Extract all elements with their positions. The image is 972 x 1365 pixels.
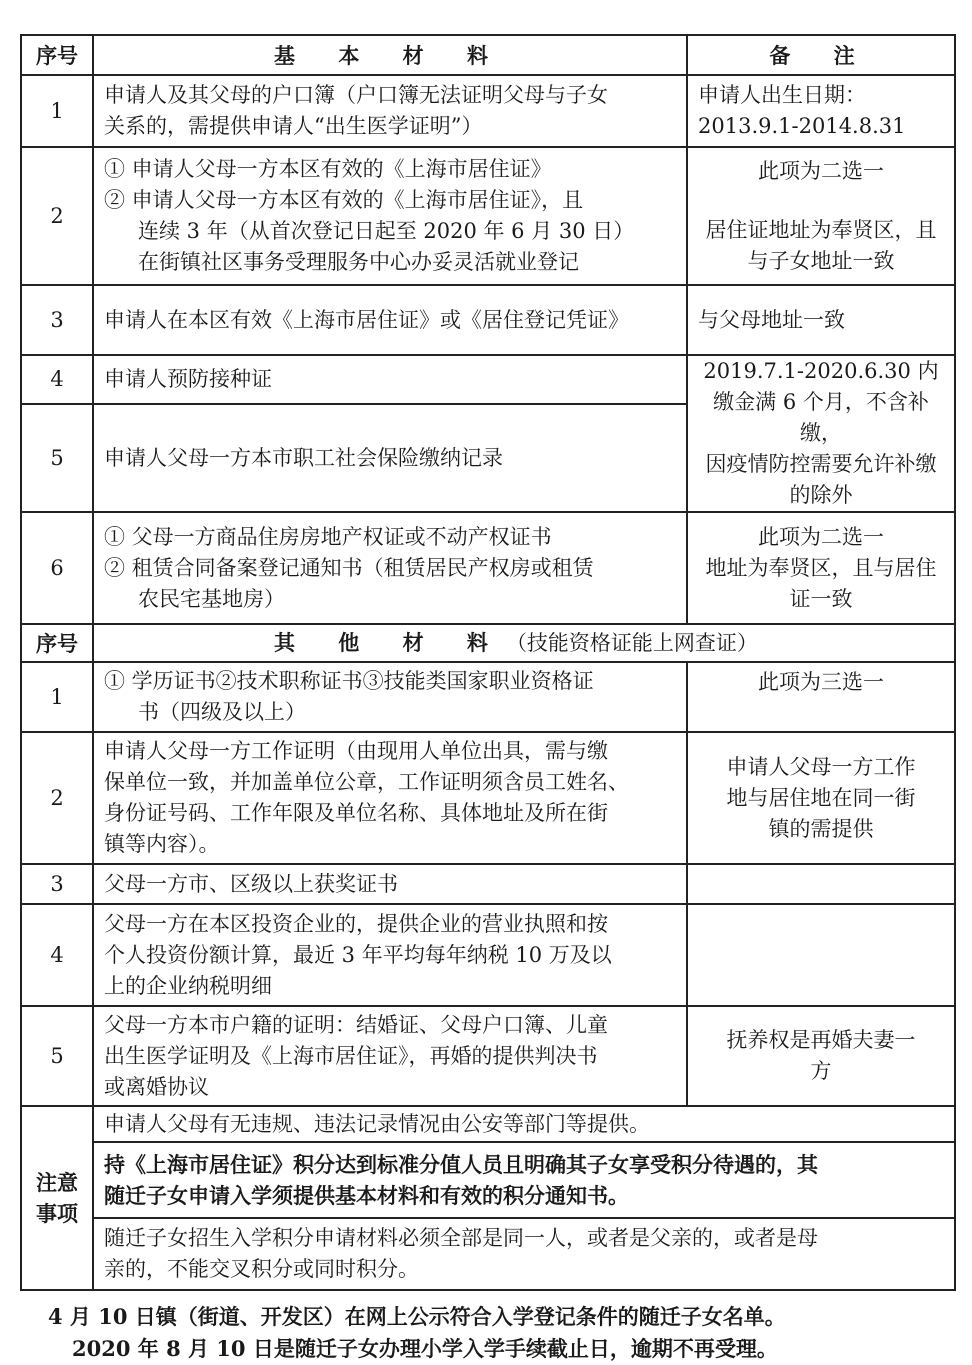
other-row-2: [21, 732, 955, 864]
other-row-5: [21, 1006, 955, 1106]
row-number: 1: [21, 75, 93, 147]
row-material: 申请人在本区有效《上海市居住证》或《居住登记凭证》: [93, 285, 687, 355]
shared-note-social-insurance: 2019.7.1-2020.6.30 内 缴金满 6 个月，不含补缴， 因疫情防控需要允许补缴 的除外: [687, 355, 955, 512]
basic-row-3: [21, 285, 955, 355]
basic-row-4: [21, 355, 955, 404]
row-number: 3: [21, 864, 93, 904]
row-material: ① 父母一方商品住房房地产权证或不动产权证书 ② 租赁合同备案登记通知书（租赁居民产权房或租赁 农民宅基地房）: [93, 512, 687, 624]
row-number: 4: [21, 904, 93, 1006]
other-row-4: [21, 904, 955, 1006]
row-material: 父母一方在本区投资企业的，提供企业的营业执照和按 个人投资份额计算，最近 3 年平均每年纳税 10 万及以 上的企业纳税明细: [93, 904, 687, 1006]
notice-label: 注意 事项: [21, 1106, 93, 1290]
row-material: 申请人父母一方工作证明（由现用人单位出具，需与缴 保单位一致，并加盖单位公章，工作证明须含员工姓名、 身份证号码、工作年限及单位名称、具体地址及所在街 镇等内容）。: [93, 732, 687, 864]
footer-line-1: 4 月 10 日镇（街道、开发区）在网上公示符合入学登记条件的随迁子女名单。: [48, 1304, 786, 1329]
row-material: 父母一方市、区级以上获奖证书: [93, 864, 687, 904]
row-note: 此项为三选一: [687, 662, 955, 732]
row-material: 父母一方本市户籍的证明：结婚证、父母户口簿、儿童 出生医学证明及《上海市居住证》，再婚的提供判决书 或离婚协议: [93, 1006, 687, 1106]
materials-table: [20, 34, 956, 1291]
document: [20, 34, 954, 1365]
row-note: 申请人父母一方工作 地与居住地在同一街 镇的需提供: [687, 732, 955, 864]
row-note: 此项为二选一 居住证地址为奉贤区，且 与子女地址一致: [687, 147, 955, 285]
row-material: 申请人预防接种证: [93, 355, 687, 404]
row-number: 2: [21, 732, 93, 864]
row-material: 申请人及其父母的户口簿（户口簿无法证明父母与子女 关系的，需提供申请人“出生医学证明”）: [93, 75, 687, 147]
other-header-row: [21, 624, 955, 662]
row-note-empty: [687, 904, 955, 1006]
row-number: 1: [21, 662, 93, 732]
row-number: 4: [21, 355, 93, 404]
row-note-empty: [687, 864, 955, 904]
notice-row-1: [21, 1106, 955, 1142]
basic-row-6: [21, 512, 955, 624]
row-material: ① 申请人父母一方本区有效的《上海市居住证》 ② 申请人父母一方本区有效的《上海市居住证》，且 连续 3 年（从首次登记日起至 2020 年 6 月 30 日） 在街镇社区事务受理服务中心办妥灵活就业登记: [93, 147, 687, 285]
other-row-1: [21, 662, 955, 732]
footer: [20, 1301, 954, 1365]
row-note: 申请人出生日期： 2013.9.1-2014.8.31: [687, 75, 955, 147]
notice-item: 申请人父母有无违规、违法记录情况由公安等部门等提供。: [93, 1106, 955, 1142]
basic-row-2: [21, 147, 955, 285]
other-row-3: [21, 864, 955, 904]
notice-item: 随迁子女招生入学积分申请材料必须全部是同一人，或者是父亲的，或者是母 亲的，不能交叉积分或同时积分。: [93, 1218, 955, 1290]
basic-row-1: [21, 75, 955, 147]
other-header-main: 其 他 材 料（技能资格证能上网查证）: [93, 624, 955, 662]
basic-header-no: 序号: [21, 35, 93, 75]
row-number: 5: [21, 404, 93, 512]
other-header-no: 序号: [21, 624, 93, 662]
row-number: 6: [21, 512, 93, 624]
row-number: 3: [21, 285, 93, 355]
basic-header-note: 备 注: [687, 35, 955, 75]
row-number: 2: [21, 147, 93, 285]
row-material: 申请人父母一方本市职工社会保险缴纳记录: [93, 404, 687, 512]
row-material: ① 学历证书②技术职称证书③技能类国家职业资格证 书（四级及以上）: [93, 662, 687, 732]
other-header-suffix: （技能资格证能上网查证）: [505, 631, 758, 655]
basic-header-row: [21, 35, 955, 75]
basic-header-main: 基 本 材 料: [93, 35, 687, 75]
notice-row-2: [21, 1142, 955, 1218]
row-note: 此项为二选一 地址为奉贤区，且与居住 证一致: [687, 512, 955, 624]
row-note: 抚养权是再婚夫妻一 方: [687, 1006, 955, 1106]
notice-row-3: [21, 1218, 955, 1290]
row-note: 与父母地址一致: [687, 285, 955, 355]
row-number: 5: [21, 1006, 93, 1106]
notice-item-bold: 持《上海市居住证》积分达到标准分值人员且明确其子女享受积分待遇的，其 随迁子女申请入学须提供基本材料和有效的积分通知书。: [93, 1142, 955, 1218]
footer-line-2: 2020 年 8 月 10 日是随迁子女办理小学入学手续截止日，逾期不再受理。: [72, 1336, 778, 1361]
